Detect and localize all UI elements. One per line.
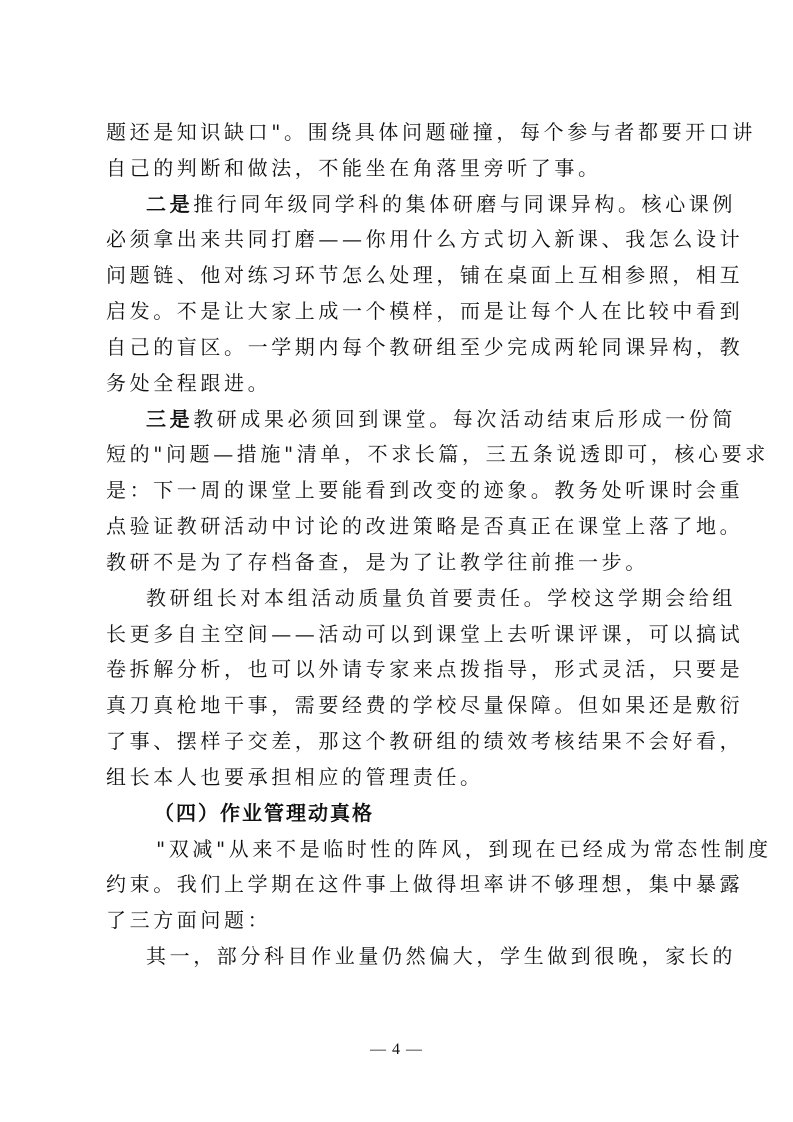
text-line: 问题链、他对练习环节怎么处理，铺在桌面上互相参照，相互 xyxy=(106,263,744,287)
paragraph-lead: 二是 xyxy=(146,192,194,216)
section-heading: （四）作业管理动真格 xyxy=(154,801,374,825)
paragraph-lead: 三是 xyxy=(146,407,194,431)
text-line: 了事、摆样子交差，那这个教研组的绩效考核结果不会好看， xyxy=(106,729,744,753)
text-line: 组长本人也要承担相应的管理责任。 xyxy=(106,765,484,789)
paragraph-first-line: 教研组长对本组活动质量负首要责任。学校这学期会给组 xyxy=(146,586,736,610)
paragraph-first-line: "双减"从来不是临时性的阵风，到现在已经成为常态性制度 xyxy=(156,837,772,861)
text-line: 务处全程跟进。 xyxy=(106,371,272,395)
text-line: 点验证教研活动中讨论的改进策略是否真正在课堂上落了地。 xyxy=(106,514,744,538)
text-line: 是：下一周的课堂上要能看到改变的迹象。教务处听课时会重 xyxy=(106,478,744,502)
text-line: 卷拆解分析，也可以外请专家来点拨指导，形式灵活，只要是 xyxy=(106,657,744,681)
text-span: 教研成果必须回到课堂。每次活动结束后形成一份简 xyxy=(193,407,737,431)
text-line: 约束。我们上学期在这件事上做得坦率讲不够理想，集中暴露 xyxy=(106,872,744,896)
text-line: 教研不是为了存档备查，是为了让教学往前推一步。 xyxy=(106,550,649,574)
paragraph-first-line xyxy=(146,407,736,431)
text-line: 短的"问题—措施"清单，不求长篇，三五条说透即可，核心要求 xyxy=(106,442,769,466)
text-line: 了三方面问题： xyxy=(106,908,272,932)
text-span: 推行同年级同学科的集体研磨与同课异构。核心课例 xyxy=(193,192,737,216)
text-line: 启发。不是让大家上成一个模样，而是让每个人在比较中看到 xyxy=(106,299,744,323)
text-line: 题还是知识缺口"。围绕具体问题碰撞，每个参与者都要开口讲 xyxy=(106,120,756,144)
paragraph-first-line xyxy=(146,192,736,216)
text-line: 自己的判断和做法，不能坐在角落里旁听了事。 xyxy=(106,156,602,180)
text-line: 真刀真枪地干事，需要经费的学校尽量保障。但如果还是敷衍 xyxy=(106,693,744,717)
paragraph-first-line: 其一，部分科目作业量仍然偏大，学生做到很晚，家长的 xyxy=(146,944,736,968)
page-number: — 4 — xyxy=(370,1041,423,1058)
text-line: 必须拿出来共同打磨——你用什么方式切入新课、我怎么设计 xyxy=(106,227,744,251)
text-line: 长更多自主空间——活动可以到课堂上去听课评课，可以搞试 xyxy=(106,622,744,646)
text-line: 自己的盲区。一学期内每个教研组至少完成两轮同课异构，教 xyxy=(106,335,744,359)
